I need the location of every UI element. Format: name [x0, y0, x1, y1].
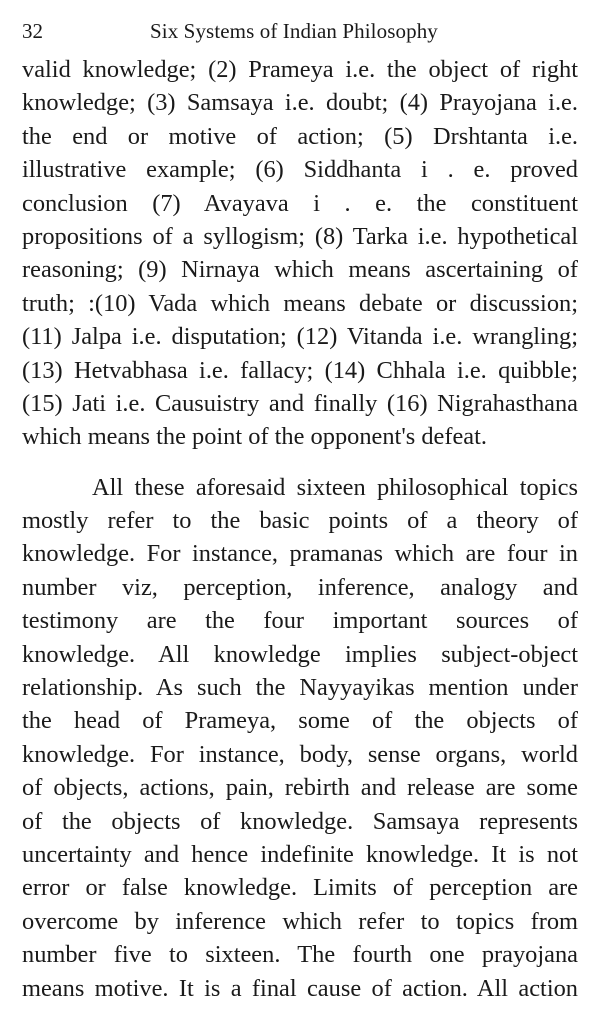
- text-line: number viz, perception, inference, analogy and: [22, 573, 578, 601]
- text-line: which means the point of the opponent's defeat.: [22, 423, 487, 451]
- book-title: Six Systems of Indian Philosophy: [150, 19, 438, 43]
- paragraph-2: [22, 471, 578, 1005]
- text-line: reasoning; (9) Nirnaya which means ascertaining of: [22, 256, 578, 284]
- text-line: (15) Jati i.e. Causuistry and finally (16) Nigrahasthana: [22, 389, 578, 417]
- text-line: overcome by inference which refer to topics from: [22, 907, 578, 935]
- text-line: knowledge. All knowledge implies subject-object: [22, 640, 578, 668]
- text-line: the end or motive of action; (5) Drshtanta i.e.: [22, 122, 578, 150]
- text-line: mostly refer to the basic points of a theory of: [22, 507, 578, 535]
- text-line: conclusion (7) Avayava i . e. the constituent: [22, 189, 578, 217]
- text-line: relationship. As such the Nayyayikas mention under: [22, 674, 578, 702]
- text-line: knowledge. For instance, body, sense organs, world: [22, 740, 578, 768]
- text-line: knowledge. For instance, pramanas which are four in: [22, 540, 578, 568]
- paragraph-spacer: [22, 454, 578, 471]
- text-line: testimony are the four important sources of: [22, 607, 578, 635]
- text-line: of the objects of knowledge. Samsaya represents: [22, 807, 578, 835]
- text-line: (13) Hetvabhasa i.e. fallacy; (14) Chhala i.e. quibble;: [22, 356, 578, 384]
- text-line: propositions of a syllogism; (8) Tarka i.e. hypothetical: [22, 222, 578, 250]
- paragraph-1: [22, 53, 578, 454]
- text-line: truth; :(10) Vada which means debate or discussion;: [22, 289, 578, 317]
- text-line: uncertainty and hence indefinite knowledge. It is not: [22, 840, 578, 868]
- page-number: 32: [22, 19, 43, 43]
- text-line: of objects, actions, pain, rebirth and release are some: [22, 774, 578, 802]
- running-header: [22, 18, 578, 44]
- text-line: the head of Prameya, some of the objects of: [22, 707, 578, 735]
- text-line: number five to sixteen. The fourth one prayojana: [22, 941, 578, 969]
- text-line: knowledge; (3) Samsaya i.e. doubt; (4) Prayojana i.e.: [22, 89, 578, 117]
- body-text: [22, 53, 578, 1005]
- text-line: (11) Jalpa i.e. disputation; (12) Vitanda i.e. wrangling;: [22, 323, 578, 351]
- text-line: error or false knowledge. Limits of perception are: [22, 874, 578, 902]
- text-line: All these aforesaid sixteen philosophical topics: [92, 473, 578, 501]
- text-line: valid knowledge; (2) Prameya i.e. the object of right: [22, 56, 578, 83]
- text-line: means motive. It is a final cause of action. All action: [22, 974, 578, 1002]
- text-line: illustrative example; (6) Siddhanta i . e. proved: [22, 156, 578, 184]
